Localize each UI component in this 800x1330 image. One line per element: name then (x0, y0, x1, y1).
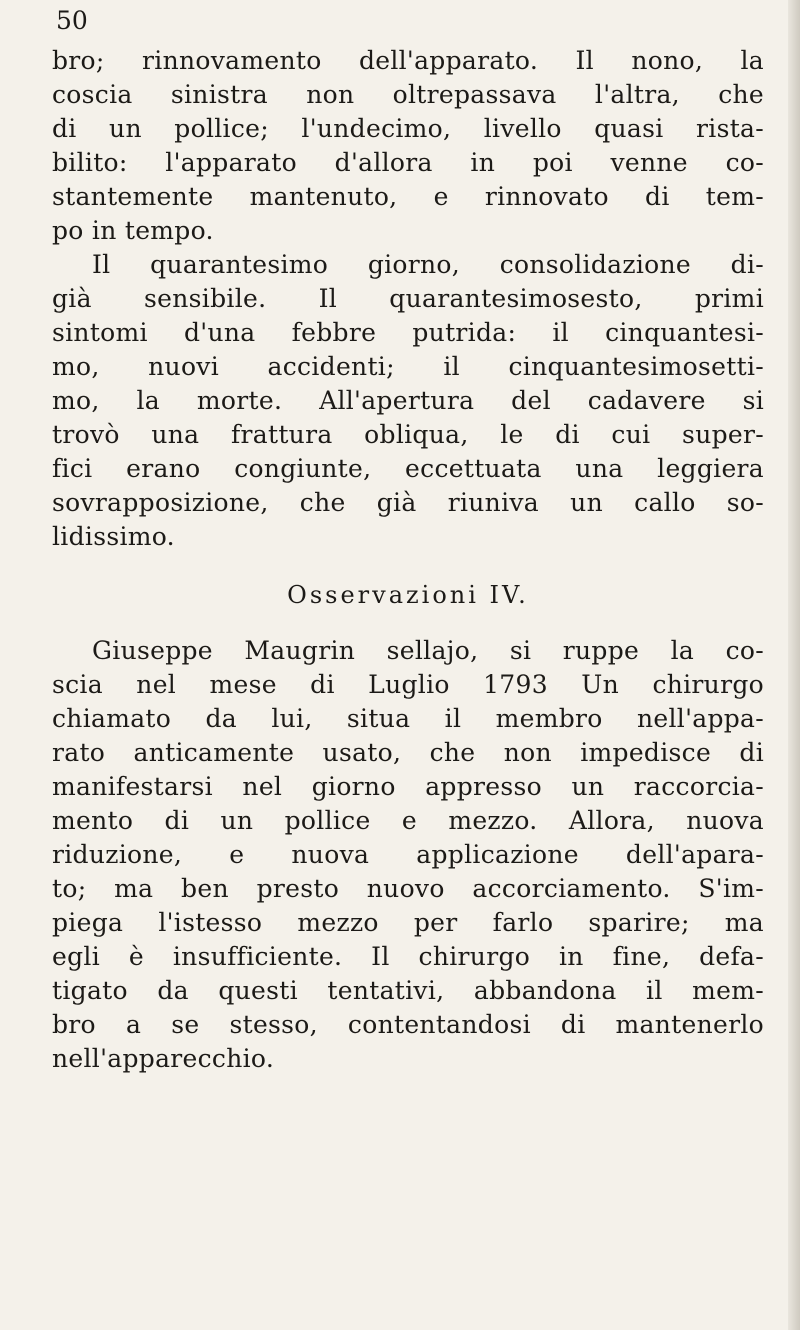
text-line: sovrapposizione, che già riuniva un callo so- (52, 488, 764, 517)
text-line: egli è insufficiente. Il chirurgo in fine, defa- (52, 942, 764, 971)
text-line: nell'apparecchio. (52, 1044, 275, 1073)
text-line: stantemente mantenuto, e rinnovato di tem- (52, 182, 764, 211)
text-line: mo, nuovi accidenti; il cinquantesimosetti- (52, 352, 764, 381)
text-line: bro; rinnovamento dell'apparato. Il nono, la (52, 46, 764, 75)
section-heading: Osservazioni IV. (287, 581, 529, 609)
text-line: tigato da questi tentativi, abbandona il mem- (52, 976, 764, 1005)
text-line: bro a se stesso, contentandosi di mantenerlo (52, 1010, 764, 1039)
text-line: po in tempo. (52, 216, 214, 245)
text-line: Giuseppe Maugrin sellajo, si ruppe la co- (92, 636, 764, 665)
text-line: coscia sinistra non oltrepassava l'altra, che (52, 80, 764, 109)
text-line: Il quarantesimo giorno, consolidazione di- (92, 250, 764, 279)
page-number: 50 (56, 6, 88, 35)
text-line: di un pollice; l'undecimo, livello quasi rista- (52, 114, 764, 143)
text-line: chiamato da lui, situa il membro nell'appa- (52, 704, 764, 733)
text-line: fici erano congiunte, eccettuata una leggiera (52, 454, 764, 483)
text-line: rato anticamente usato, che non impedisce di (52, 738, 764, 767)
paragraph-3 (52, 634, 764, 1076)
text-line: mo, la morte. All'apertura del cadavere si (52, 386, 764, 415)
text-line: sintomi d'una febbre putrida: il cinquantesi- (52, 318, 764, 347)
paragraph-2 (52, 248, 764, 554)
text-line: scia nel mese di Luglio 1793 Un chirurgo (52, 670, 764, 699)
text-line: mento di un pollice e mezzo. Allora, nuova (52, 806, 764, 835)
paragraph-1 (52, 44, 764, 248)
text-line: già sensibile. Il quarantesimosesto, primi (52, 284, 764, 313)
text-line: to; ma ben presto nuovo accorciamento. S'im- (52, 874, 764, 903)
text-line: bilito: l'apparato d'allora in poi venne co- (52, 148, 764, 177)
text-line: riduzione, e nuova applicazione dell'apara- (52, 840, 764, 869)
text-line: piega l'istesso mezzo per farlo sparire; ma (52, 908, 764, 937)
text-line: trovò una frattura obliqua, le di cui super- (52, 420, 764, 449)
text-line: manifestarsi nel giorno appresso un raccorcia- (52, 772, 764, 801)
page-edge (788, 0, 800, 1330)
page-text (52, 6, 764, 1076)
text-line: lidissimo. (52, 522, 175, 551)
